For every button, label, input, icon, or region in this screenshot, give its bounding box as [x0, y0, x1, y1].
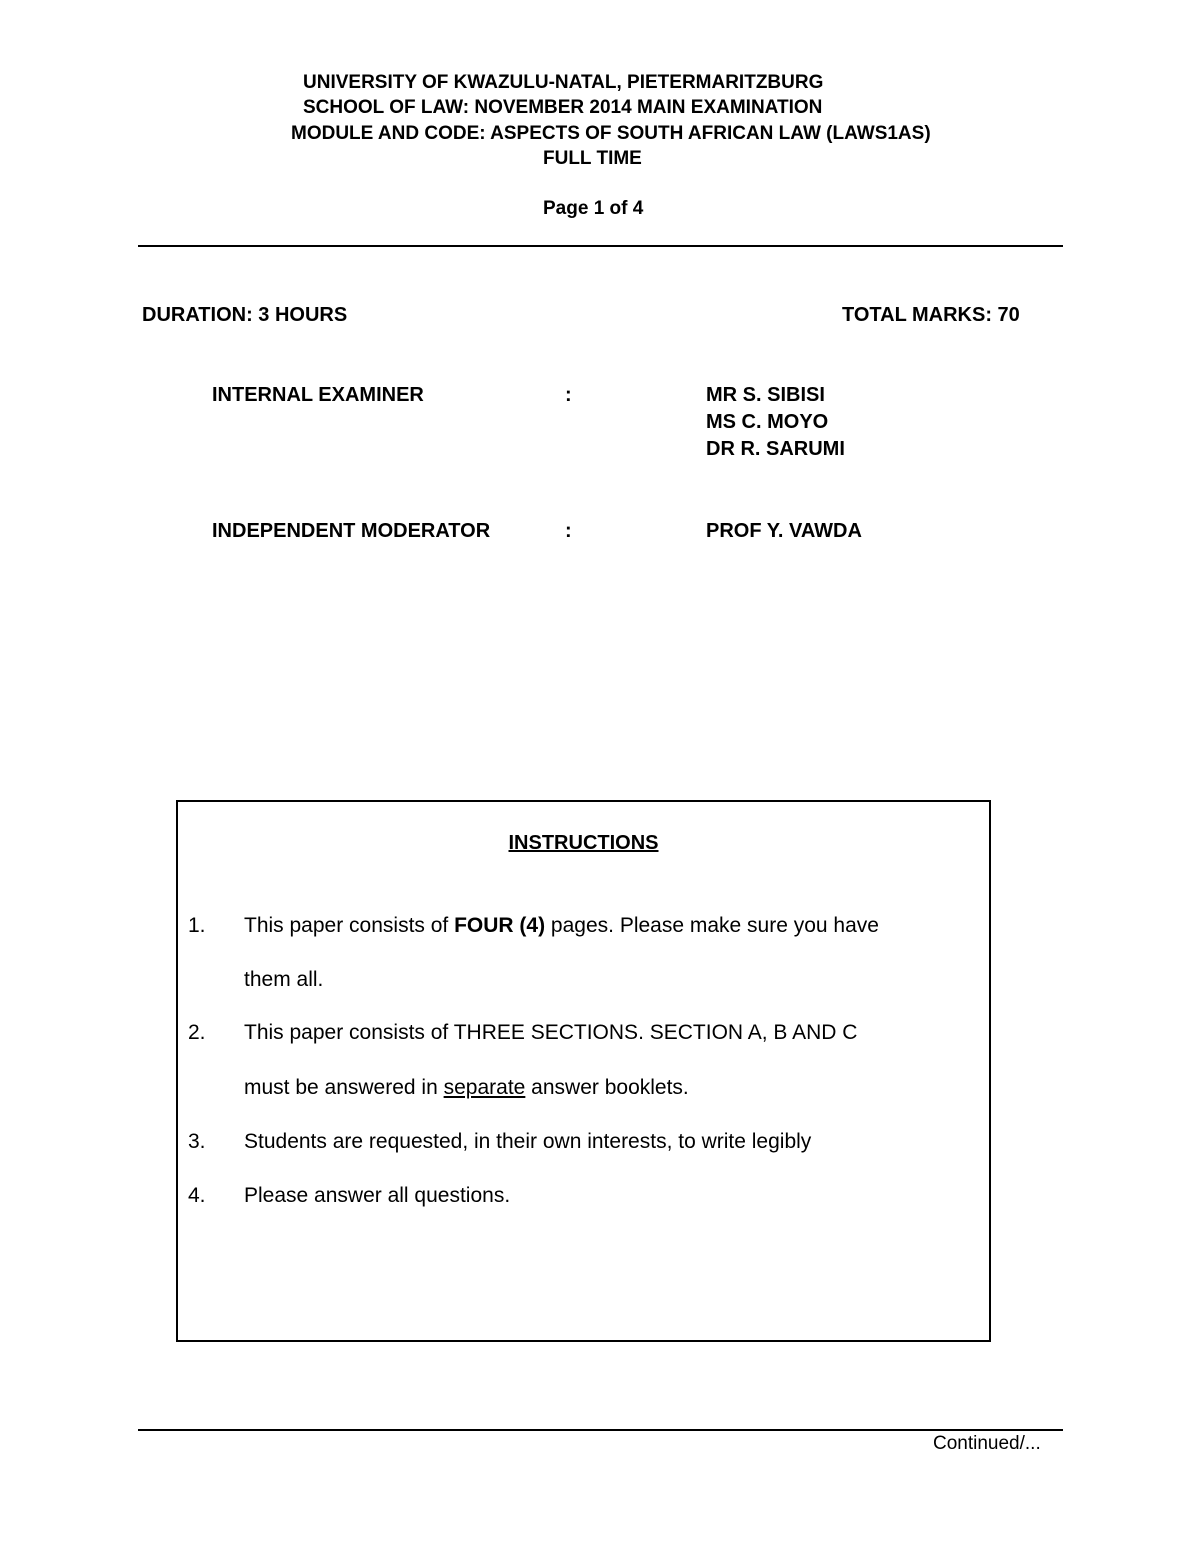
instruction-number: 2.: [188, 1021, 206, 1044]
mode-heading: FULL TIME: [543, 148, 642, 169]
module-heading: MODULE AND CODE: ASPECTS OF SOUTH AFRICAN LAW (LAWS1AS): [291, 123, 931, 144]
total-marks-label: TOTAL MARKS: 70: [842, 304, 1020, 326]
instruction-text: This paper consists of FOUR (4) pages. Please make sure you have: [244, 914, 879, 937]
duration-label: DURATION: 3 HOURS: [142, 304, 348, 326]
instructions-box: INSTRUCTIONS 1. This paper consists of FOUR (4) pages. Please make sure you have them all. 2. This paper consists of THREE SECTIONS. SECTION A, B AND C must be answered in separate answer booklets. 3. Students are requested, in their own interests, to write legibly 4. Please answer all questions.: [176, 800, 991, 1342]
header-divider: [138, 245, 1063, 247]
instruction-text: This paper consists of THREE SECTIONS. SECTION A, B AND C: [244, 1021, 858, 1044]
school-heading: SCHOOL OF LAW: NOVEMBER 2014 MAIN EXAMINATION: [303, 97, 823, 118]
instruction-number: 4.: [188, 1184, 206, 1207]
examiner-name: MS C. MOYO: [706, 411, 829, 433]
internal-examiner-label: INTERNAL EXAMINER: [212, 384, 424, 406]
examiner-name: MR S. SIBISI: [706, 384, 825, 406]
moderator-label: INDEPENDENT MODERATOR: [212, 520, 491, 542]
footer-divider: [138, 1429, 1063, 1431]
moderator-colon: :: [565, 520, 572, 542]
instruction-number: 1.: [188, 914, 206, 937]
instructions-title: INSTRUCTIONS: [508, 832, 659, 854]
continued-text: Continued/...: [933, 1433, 1041, 1454]
examiner-name: DR R. SARUMI: [706, 438, 845, 460]
instruction-text: Students are requested, in their own interests, to write legibly: [244, 1130, 812, 1153]
university-heading: UNIVERSITY OF KWAZULU-NATAL, PIETERMARITZBURG: [303, 72, 824, 93]
page-number: Page 1 of 4: [543, 198, 644, 219]
moderator-name: PROF Y. VAWDA: [706, 520, 862, 542]
instruction-text: Please answer all questions.: [244, 1184, 511, 1207]
internal-examiner-colon: :: [565, 384, 572, 406]
instruction-number: 3.: [188, 1130, 206, 1153]
